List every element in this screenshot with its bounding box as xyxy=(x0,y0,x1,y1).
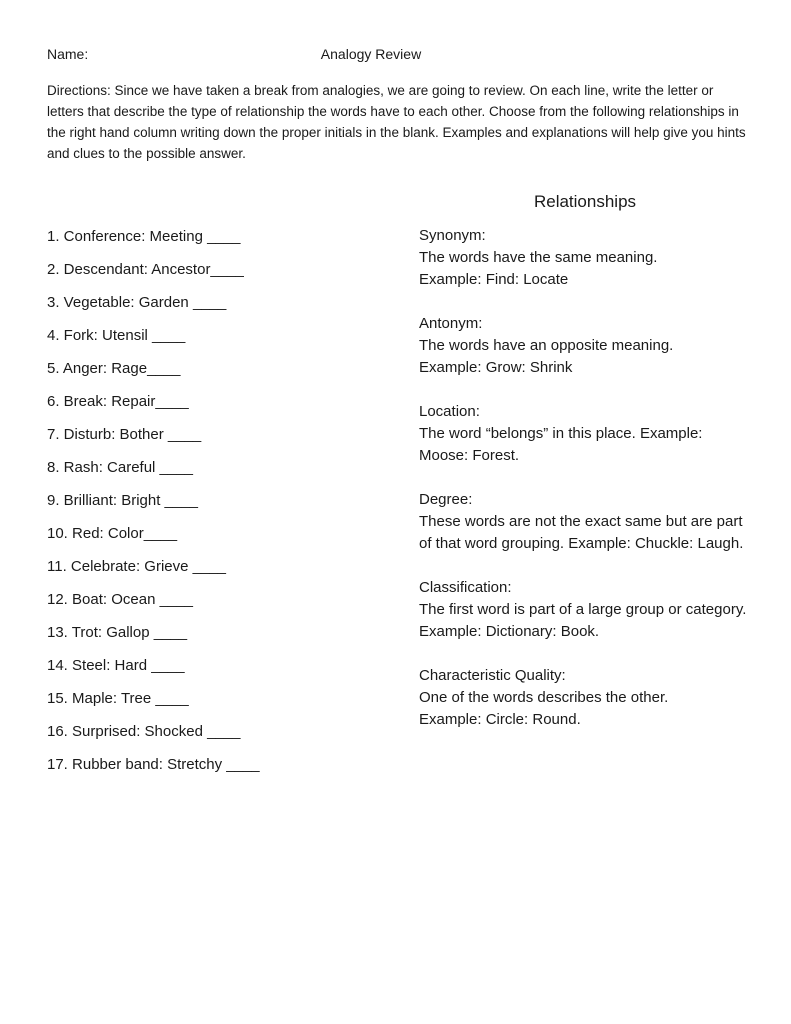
question-item: 17. Rubber band: Stretchy ____ xyxy=(47,756,260,773)
relationship-example: Example: Find: Locate xyxy=(419,271,569,288)
relationships-heading: Relationships xyxy=(533,192,637,211)
question-item: 5. Anger: Rage____ xyxy=(47,360,181,377)
relationship-description: One of the words describes the other. xyxy=(419,689,669,706)
relationship-group-classification xyxy=(419,577,751,643)
relationship-group-synonym xyxy=(419,225,751,291)
question-item: 6. Break: Repair____ xyxy=(47,393,189,410)
relationship-title: Antonym: xyxy=(419,315,483,332)
directions-text: Directions: Since we have taken a break from analogies, we are going to review. On each line, write the letter or letters that describe the type of relationship the words have to each other. Choose from the following relationships in the right hand column writing down the proper initials in the blank. Examples and explanations will help give you hints and clues to the possible answer. xyxy=(47,83,746,161)
relationship-description: The first word is part of a large group or category. Example: Dictionary: Book. xyxy=(419,601,747,640)
relationship-group-location xyxy=(419,401,751,467)
relationship-title: Characteristic Quality: xyxy=(419,667,566,684)
name-label: Name: xyxy=(47,46,89,62)
question-item: 2. Descendant: Ancestor____ xyxy=(47,261,244,278)
relationship-group-characteristic-quality xyxy=(419,665,751,731)
question-item: 13. Trot: Gallop ____ xyxy=(47,624,188,641)
question-item: 14. Steel: Hard ____ xyxy=(47,657,185,674)
question-item: 7. Disturb: Bother ____ xyxy=(47,426,202,443)
relationship-description: The words have the same meaning. xyxy=(419,249,658,266)
question-item: 10. Red: Color____ xyxy=(47,525,178,542)
relationship-title: Synonym: xyxy=(419,227,486,244)
questions-list xyxy=(47,190,419,788)
relationship-description: These words are not the exact same but are part of that word grouping. Example: Chuckle: Laugh. xyxy=(419,513,744,552)
question-item: 9. Brilliant: Bright ____ xyxy=(47,492,198,509)
question-item: 16. Surprised: Shocked ____ xyxy=(47,723,241,740)
relationship-description: The words have an opposite meaning. xyxy=(419,337,674,354)
question-item: 15. Maple: Tree ____ xyxy=(47,690,189,707)
relationship-title: Location: xyxy=(419,403,480,420)
question-item: 8. Rash: Careful ____ xyxy=(47,459,193,476)
relationship-example: Example: Grow: Shrink xyxy=(419,359,573,376)
doc-title: Analogy Review xyxy=(320,46,422,62)
relationships-column xyxy=(419,190,751,788)
relationship-example: Example: Circle: Round. xyxy=(419,711,581,728)
header xyxy=(47,46,743,66)
relationship-title: Classification: xyxy=(419,579,512,596)
question-item: 1. Conference: Meeting ____ xyxy=(47,228,241,245)
question-item: 12. Boat: Ocean ____ xyxy=(47,591,193,608)
relationship-group-antonym xyxy=(419,313,751,379)
question-item: 3. Vegetable: Garden ____ xyxy=(47,294,227,311)
relationship-description: The word “belongs” in this place. Example: Moose: Forest. xyxy=(419,425,703,464)
relationship-group-degree xyxy=(419,489,751,555)
content-columns xyxy=(47,190,747,788)
question-item: 4. Fork: Utensil ____ xyxy=(47,327,186,344)
question-item: 11. Celebrate: Grieve ____ xyxy=(47,558,226,575)
relationship-title: Degree: xyxy=(419,491,473,508)
